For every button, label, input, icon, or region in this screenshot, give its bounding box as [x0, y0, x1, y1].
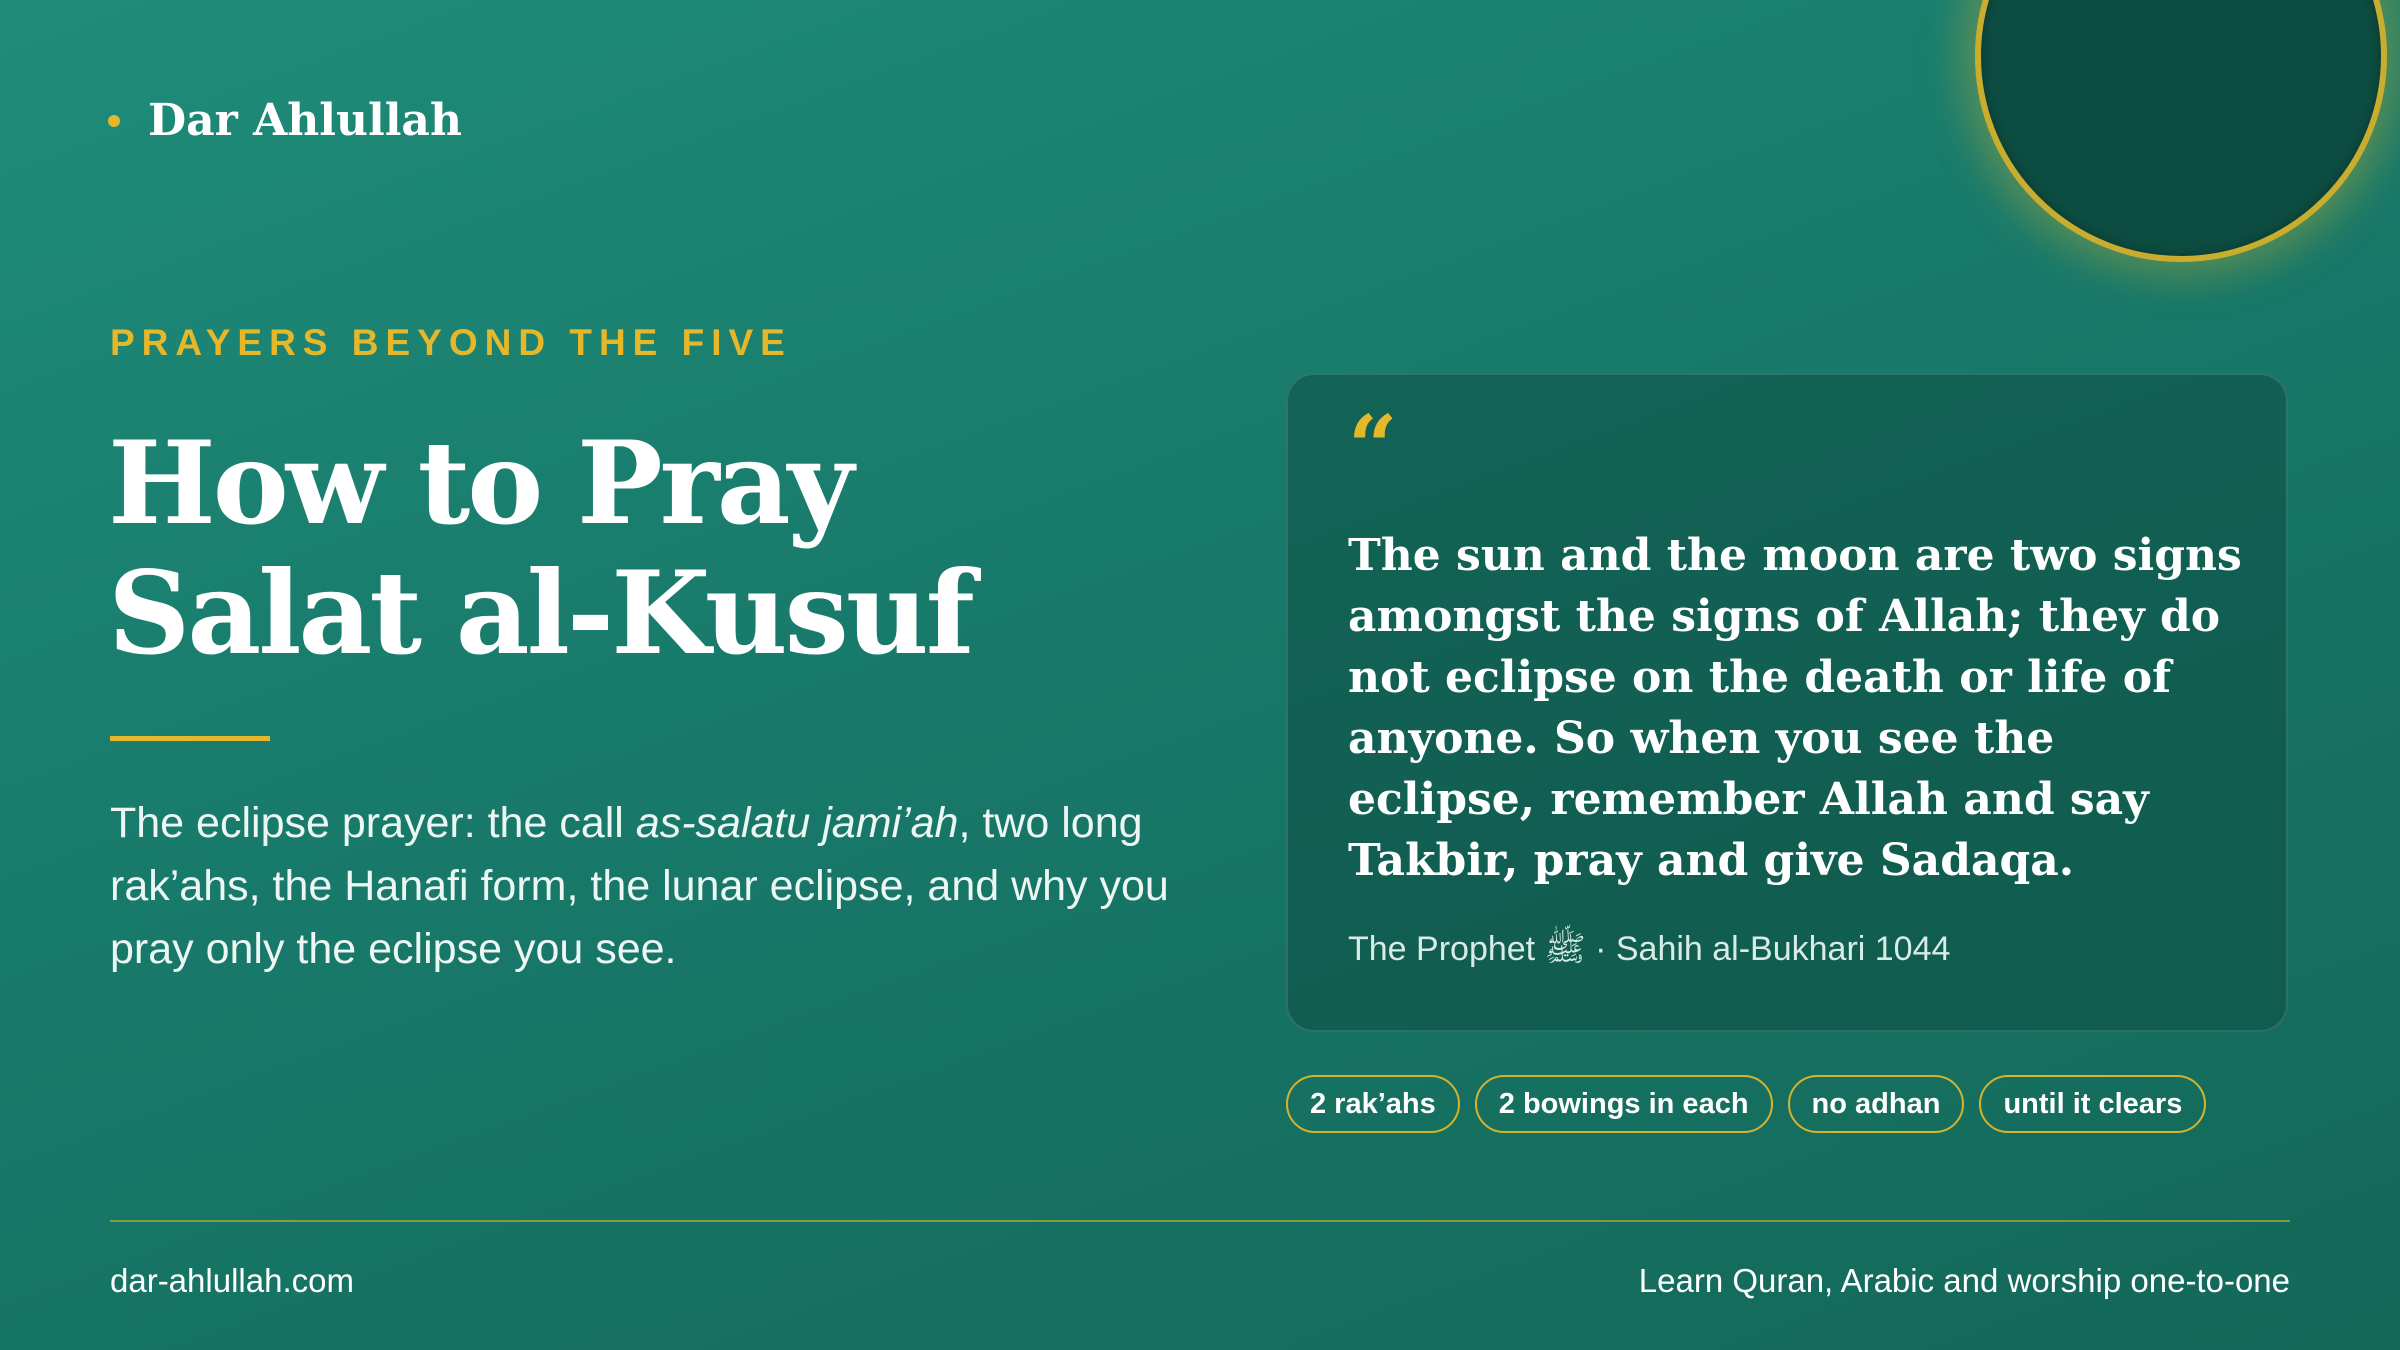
intro-text [110, 792, 1200, 981]
tag-chip: until it clears [1979, 1075, 2206, 1133]
tag-chip: no adhan [1788, 1075, 1965, 1133]
intro-text-start: The eclipse prayer: the call [110, 799, 636, 847]
eyebrow-label: PRAYERS BEYOND THE FIVE [110, 322, 792, 363]
title-line-1: How to Pray [108, 416, 851, 550]
brand-dot-icon [108, 115, 120, 127]
footer-divider [110, 1220, 2290, 1222]
page-title [108, 418, 972, 678]
tag-chip: 2 bowings in each [1475, 1075, 1773, 1133]
eclipse-icon [1975, 0, 2387, 262]
tag-list [1286, 1075, 2206, 1133]
footer-tagline: Learn Quran, Arabic and worship one-to-one [1638, 1262, 2290, 1299]
brand[interactable] [108, 95, 462, 146]
tag-chip: 2 rak’ahs [1286, 1075, 1460, 1133]
brand-name: Dar Ahlullah [148, 95, 462, 146]
intro-term: as-salatu jami’ah [635, 799, 959, 847]
quote-mark-icon: “ [1348, 397, 1398, 498]
footer-website-link[interactable]: dar-ahlullah.com [110, 1262, 354, 1299]
intro-text-end: , two long rak’ahs, the Hanafi form, the lunar eclipse, and why you pray only the eclipse you see. [110, 799, 1169, 973]
title-line-2: Salat al-Kusuf [108, 546, 972, 680]
quote-source: The Prophet ﷺ · Sahih al-Bukhari 1044 [1348, 930, 1951, 968]
title-divider [110, 736, 270, 741]
quote-text: The sun and the moon are two signs amongst the signs of Allah; they do not eclipse on the death or life of anyone. So when you see the eclipse, remember Allah and say Takbir, pray and give Sadaqa. [1348, 530, 2242, 886]
hadith-quote-card [1286, 373, 2288, 1032]
